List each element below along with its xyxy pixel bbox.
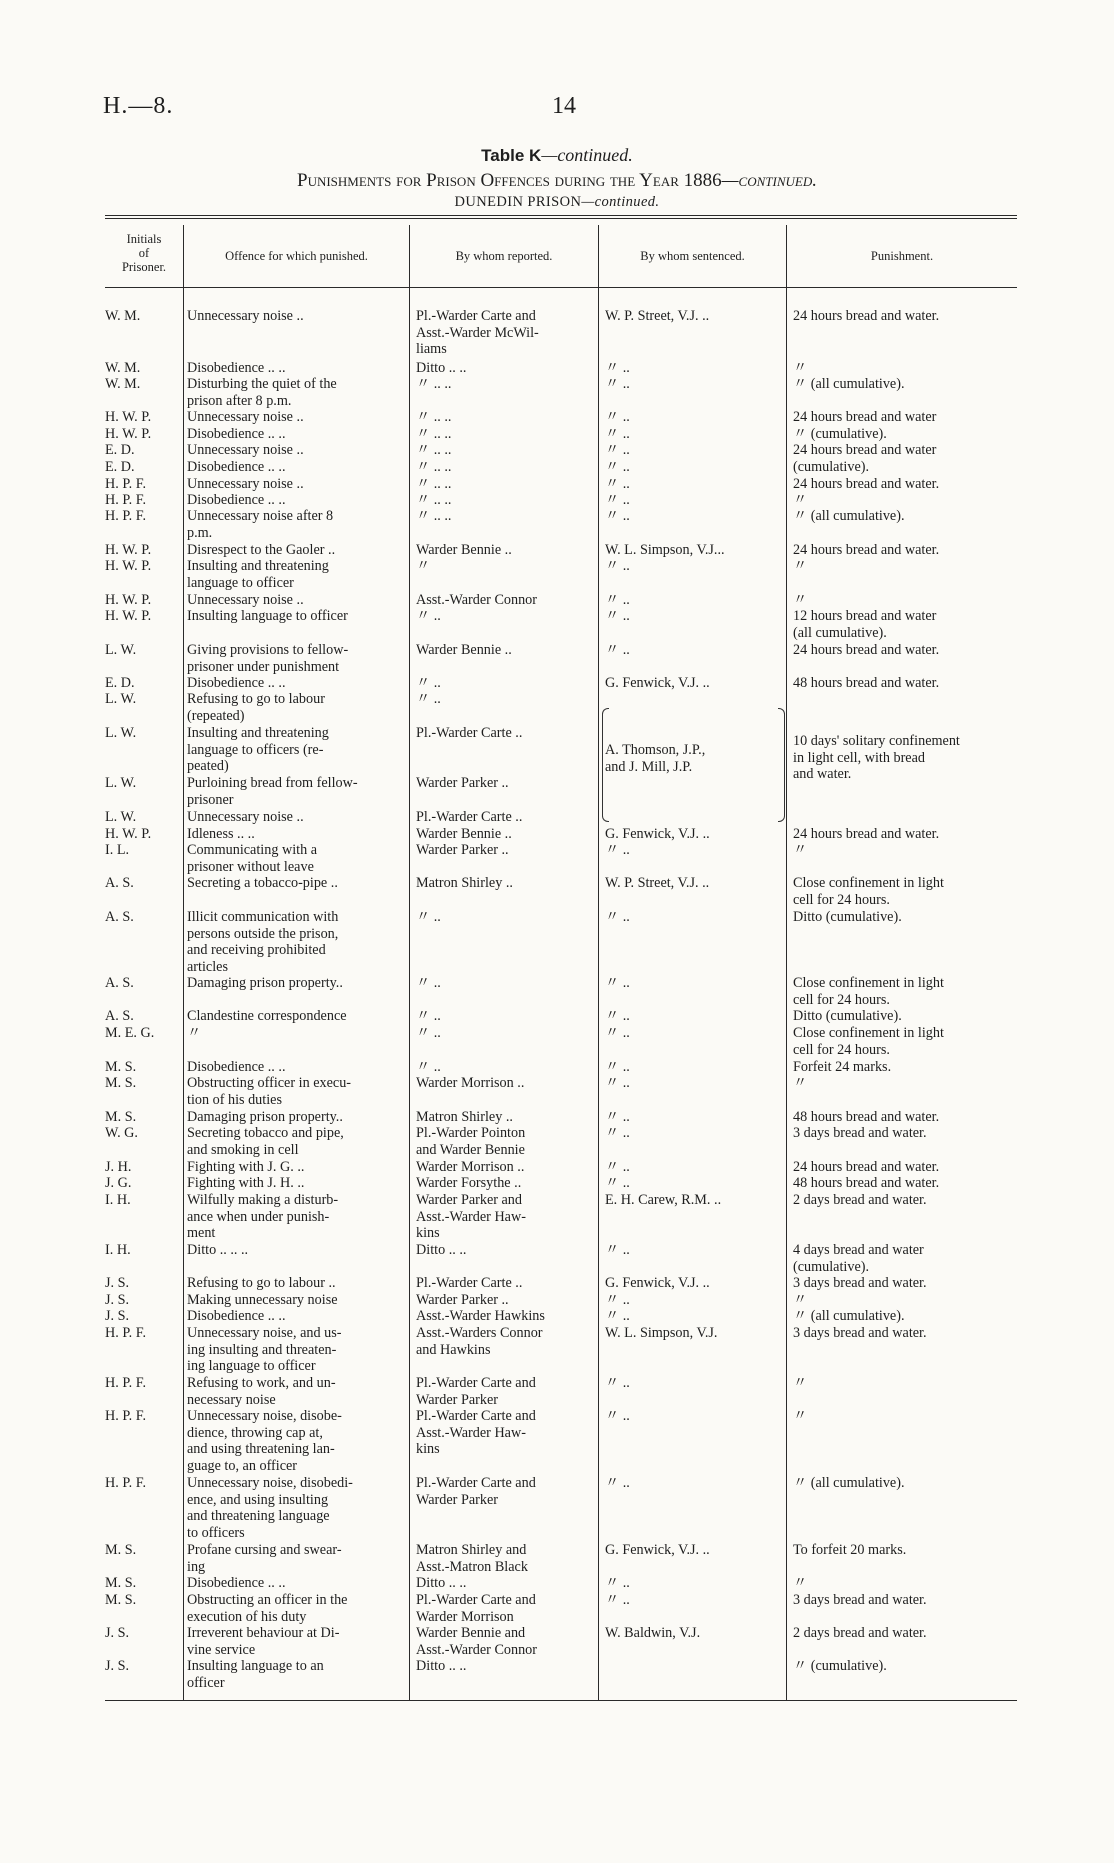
reported-by-cell: Pl.-Warder Carte and Warder Parker: [416, 1375, 536, 1408]
column-header-sentenced: By whom sentenced.: [640, 249, 745, 263]
sentenced-by-cell: 〃 ..: [605, 1175, 630, 1191]
sentenced-by-cell: 〃 ..: [605, 476, 630, 492]
prisoner-initials: H. W. P.: [105, 409, 152, 425]
offence-cell: Profane cursing and swear- ing: [187, 1542, 342, 1575]
offence-cell: Fighting with J. G. ..: [187, 1159, 305, 1175]
sentenced-by-cell: 〃 ..: [605, 592, 630, 608]
reported-by-cell: 〃 .. ..: [416, 508, 452, 524]
reported-by-cell: Pl.-Warder Carte and Warder Parker: [416, 1475, 536, 1508]
punishment-cell: 〃: [793, 1408, 808, 1424]
offence-cell: Purloining bread from fellow- prisoner: [187, 775, 358, 808]
prisoner-initials: W. G.: [105, 1125, 138, 1141]
reported-by-cell: Warder Bennie and Asst.-Warder Connor: [416, 1625, 538, 1658]
reported-by-cell: Matron Shirley and Asst.-Matron Black: [416, 1542, 528, 1575]
prisoner-initials: H. W. P.: [105, 592, 152, 608]
punishment-cell: 〃 (cumulative).: [793, 1658, 887, 1674]
offence-cell: Obstructing officer in execu- tion of his duties: [187, 1075, 352, 1108]
reported-by-cell: 〃 ..: [416, 691, 441, 707]
punishment-cell: 24 hours bread and water.: [793, 476, 940, 492]
offence-cell: Unnecessary noise, disobedi- ence, and using insulting and threatening language to officers: [187, 1475, 353, 1541]
reported-by-cell: Asst.-Warders Connor and Hawkins: [416, 1325, 543, 1358]
offence-cell: Unnecessary noise, disobe- dience, throwing cap at, and using threatening lan- guage to, an officer: [187, 1408, 342, 1474]
prisoner-initials: L. W.: [105, 809, 137, 825]
sentenced-by-cell: G. Fenwick, V.J. ..: [605, 675, 710, 691]
punishment-cell: 〃 (cumulative).: [793, 426, 887, 442]
sentenced-by-cell: G. Fenwick, V.J. ..: [605, 826, 710, 842]
offence-cell: Clandestine correspondence: [187, 1008, 347, 1024]
prisoner-initials: I. H.: [105, 1192, 131, 1208]
table-subtitle: Punishments for Prison Offences during the Year 1886—continued.: [297, 170, 817, 191]
reported-by-cell: 〃 ..: [416, 1008, 441, 1024]
prisoner-initials: H. P. F.: [105, 1375, 147, 1391]
offence-cell: Disobedience .. ..: [187, 1059, 286, 1075]
sentenced-by-cell: 〃 ..: [605, 508, 630, 524]
punishment-cell: 24 hours bread and water: [793, 409, 937, 425]
sentenced-by-cell: 〃 ..: [605, 642, 630, 658]
prisoner-initials: W. M.: [105, 376, 141, 392]
sentenced-by-cell: W. L. Simpson, V.J...: [605, 542, 725, 558]
sentenced-by-cell: 〃 ..: [605, 975, 630, 991]
sentenced-by-cell: 〃 ..: [605, 442, 630, 458]
prisoner-initials: E. D.: [105, 459, 135, 475]
sentenced-by-cell: 〃 ..: [605, 1008, 630, 1024]
column-header-offence: Offence for which punished.: [225, 249, 368, 263]
column-divider: [183, 225, 184, 1700]
sentenced-by-cell: 〃 ..: [605, 492, 630, 508]
sentenced-by-cell: 〃 ..: [605, 1159, 630, 1175]
prisoner-initials: W. M.: [105, 360, 141, 376]
column-header-reported: By whom reported.: [455, 249, 553, 263]
prisoner-initials: H. P. F.: [105, 1408, 147, 1424]
reported-by-cell: Warder Bennie ..: [416, 642, 512, 658]
reported-by-cell: Warder Morrison ..: [416, 1075, 525, 1091]
offence-cell: Making unnecessary noise: [187, 1292, 338, 1308]
top-rule: [105, 215, 1017, 216]
prisoner-initials: J. G.: [105, 1175, 132, 1191]
reported-by-cell: Asst.-Warder Hawkins: [416, 1308, 545, 1324]
column-header-punishment: Punishment.: [870, 249, 934, 263]
reported-by-cell: 〃: [416, 558, 431, 574]
offence-cell: 〃: [187, 1025, 202, 1041]
prisoner-initials: H. W. P.: [105, 608, 152, 624]
reported-by-cell: 〃 .. ..: [416, 426, 452, 442]
reported-by-cell: Warder Bennie ..: [416, 826, 512, 842]
bottom-rule: [105, 1700, 1017, 1701]
prisoner-initials: M. E. G.: [105, 1025, 155, 1041]
offence-cell: Disobedience .. ..: [187, 1575, 286, 1591]
sentenced-by-cell: 〃 ..: [605, 409, 630, 425]
reported-by-cell: Pl.-Warder Carte ..: [416, 809, 523, 825]
prisoner-initials: H. P. F.: [105, 1475, 147, 1491]
prisoner-initials: M. S.: [105, 1075, 137, 1091]
offence-cell: Disturbing the quiet of the prison after 8 p.m.: [187, 376, 337, 409]
punishment-cell: 〃: [793, 558, 808, 574]
column-header-initials: Initials of Prisoner.: [121, 232, 167, 274]
sentenced-by-cell: 〃 ..: [605, 608, 630, 624]
punishment-cell: 48 hours bread and water.: [793, 1109, 940, 1125]
sentenced-by-cell: 〃 ..: [605, 1575, 630, 1591]
prisoner-initials: W. M.: [105, 308, 141, 324]
punishment-cell: 24 hours bread and water.: [793, 826, 940, 842]
sentenced-by-cell: 〃 ..: [605, 558, 630, 574]
punishment-cell: 〃 (all cumulative).: [793, 1475, 905, 1491]
offence-cell: Refusing to work, and un- necessary noise: [187, 1375, 336, 1408]
offence-cell: Disobedience .. ..: [187, 492, 286, 508]
prisoner-initials: A. S.: [105, 909, 134, 925]
offence-cell: Unnecessary noise ..: [187, 442, 304, 458]
reported-by-cell: Pl.-Warder Carte and Asst.-Warder McWil- liams: [416, 308, 539, 357]
reported-by-cell: 〃 .. ..: [416, 492, 452, 508]
sentenced-by-cell: 〃 ..: [605, 360, 630, 376]
reported-by-cell: Ditto .. ..: [416, 1575, 467, 1591]
reported-by-cell: 〃 .. ..: [416, 409, 452, 425]
reported-by-cell: Warder Parker ..: [416, 842, 509, 858]
sentenced-by-cell: 〃 ..: [605, 1592, 630, 1608]
sentenced-by-cell: G. Fenwick, V.J. ..: [605, 1542, 710, 1558]
sentenced-by-cell: 〃 ..: [605, 1059, 630, 1075]
reported-by-cell: Ditto .. ..: [416, 1658, 467, 1674]
offence-cell: Disrespect to the Gaoler ..: [187, 542, 336, 558]
reported-by-cell: 〃 ..: [416, 1059, 441, 1075]
prisoner-initials: H. P. F.: [105, 1325, 147, 1341]
reported-by-cell: Warder Parker ..: [416, 1292, 509, 1308]
prisoner-initials: L. W.: [105, 775, 137, 791]
punishment-cell: 10 days' solitary confinement in light cell, with bread and water.: [793, 733, 960, 782]
offence-cell: Unnecessary noise after 8 p.m.: [187, 508, 334, 541]
offence-cell: Obstructing an officer in the execution of his duty: [187, 1592, 348, 1625]
punishment-cell: 12 hours bread and water (all cumulative).: [793, 608, 937, 641]
offence-cell: Insulting and threatening language to officers (re- peated): [187, 725, 329, 774]
offence-cell: Disobedience .. ..: [187, 360, 286, 376]
prisoner-initials: A. S.: [105, 875, 134, 891]
prisoner-initials: E. D.: [105, 442, 135, 458]
punishment-cell: 〃 (all cumulative).: [793, 376, 905, 392]
reported-by-cell: 〃 ..: [416, 1025, 441, 1041]
prisoner-initials: J. S.: [105, 1292, 130, 1308]
prisoner-initials: L. W.: [105, 642, 137, 658]
reported-by-cell: Ditto .. ..: [416, 1242, 467, 1258]
column-divider: [598, 225, 599, 1700]
reported-by-cell: Pl.-Warder Carte and Asst.-Warder Haw- kins: [416, 1408, 536, 1457]
table-title: Table K—continued.: [481, 145, 633, 165]
punishment-cell: Close confinement in light cell for 24 hours.: [793, 875, 944, 908]
offence-cell: Secreting tobacco and pipe, and smoking in cell: [187, 1125, 344, 1158]
punishment-cell: 〃: [793, 360, 808, 376]
prisoner-initials: H. P. F.: [105, 492, 147, 508]
sentenced-by-cell: E. H. Carew, R.M. ..: [605, 1192, 722, 1208]
prisoner-initials: M. S.: [105, 1109, 137, 1125]
prisoner-initials: M. S.: [105, 1592, 137, 1608]
offence-cell: Wilfully making a disturb- ance when under punish- ment: [187, 1192, 339, 1241]
offence-cell: Disobedience .. ..: [187, 459, 286, 475]
prisoner-initials: J. H.: [105, 1159, 132, 1175]
column-divider: [409, 225, 410, 1700]
punishment-cell: 〃 (all cumulative).: [793, 1308, 905, 1324]
prisoner-initials: H. P. F.: [105, 476, 147, 492]
offence-cell: Unnecessary noise ..: [187, 809, 304, 825]
reported-by-cell: Warder Parker ..: [416, 775, 509, 791]
prisoner-initials: J. S.: [105, 1275, 130, 1291]
offence-cell: Insulting and threatening language to officer: [187, 558, 329, 591]
offence-cell: Giving provisions to fellow- prisoner under punishment: [187, 642, 349, 675]
sentenced-by-cell: G. Fenwick, V.J. ..: [605, 1275, 710, 1291]
offence-cell: Disobedience .. ..: [187, 426, 286, 442]
punishment-cell: 〃: [793, 1075, 808, 1091]
reported-by-cell: 〃 .. ..: [416, 476, 452, 492]
punishment-cell: 24 hours bread and water: [793, 442, 937, 458]
offence-cell: Irreverent behaviour at Di- vine service: [187, 1625, 340, 1658]
prisoner-initials: L. W.: [105, 691, 137, 707]
prisoner-initials: I. L.: [105, 842, 130, 858]
reported-by-cell: Warder Bennie ..: [416, 542, 512, 558]
prisoner-initials: H. W. P.: [105, 558, 152, 574]
punishment-cell: 〃 (all cumulative).: [793, 508, 905, 524]
offence-cell: Fighting with J. H. ..: [187, 1175, 305, 1191]
punishment-cell: 4 days bread and water (cumulative).: [793, 1242, 924, 1275]
offence-cell: Insulting language to an officer: [187, 1658, 324, 1691]
offence-cell: Unnecessary noise ..: [187, 476, 304, 492]
offence-cell: Communicating with a prisoner without leave: [187, 842, 318, 875]
reported-by-cell: Ditto .. ..: [416, 360, 467, 376]
offence-cell: Idleness .. ..: [187, 826, 255, 842]
prisoner-initials: M. S.: [105, 1059, 137, 1075]
reported-by-cell: Pl.-Warder Pointon and Warder Bennie: [416, 1125, 526, 1158]
punishment-cell: 〃: [793, 1292, 808, 1308]
sentenced-by-cell: A. Thomson, J.P., and J. Mill, J.P.: [605, 742, 706, 775]
offence-cell: Unnecessary noise, and us- ing insulting and threaten- ing language to officer: [187, 1325, 342, 1374]
offence-cell: Ditto .. .. ..: [187, 1242, 249, 1258]
prisoner-initials: A. S.: [105, 1008, 134, 1024]
punishment-cell: 48 hours bread and water.: [793, 675, 940, 691]
punishment-cell: 24 hours bread and water.: [793, 542, 940, 558]
prisoner-initials: J. S.: [105, 1658, 130, 1674]
offence-cell: Disobedience .. ..: [187, 675, 286, 691]
punishment-cell: 〃: [793, 492, 808, 508]
sentenced-by-cell: 〃 ..: [605, 1475, 630, 1491]
punishment-cell: 24 hours bread and water.: [793, 642, 940, 658]
punishment-cell: 24 hours bread and water.: [793, 1159, 940, 1175]
punishment-cell: To forfeit 20 marks.: [793, 1542, 907, 1558]
offence-cell: Unnecessary noise ..: [187, 308, 304, 324]
sentenced-by-cell: 〃 ..: [605, 1242, 630, 1258]
reported-by-cell: 〃 .. ..: [416, 459, 452, 475]
punishment-cell: 3 days bread and water.: [793, 1275, 927, 1291]
prisoner-initials: L. W.: [105, 725, 137, 741]
sentenced-by-cell: 〃 ..: [605, 1109, 630, 1125]
sentenced-by-cell: 〃 ..: [605, 459, 630, 475]
prisoner-initials: I. H.: [105, 1242, 131, 1258]
sentenced-by-cell: W. P. Street, V.J. ..: [605, 308, 710, 324]
sentenced-by-cell: 〃 ..: [605, 1075, 630, 1091]
page-number: 14: [552, 93, 576, 119]
reported-by-cell: Warder Morrison ..: [416, 1159, 525, 1175]
punishment-cell: (cumulative).: [793, 459, 870, 475]
sentenced-by-cell: 〃 ..: [605, 1292, 630, 1308]
reported-by-cell: 〃 ..: [416, 608, 441, 624]
punishment-cell: 3 days bread and water.: [793, 1592, 927, 1608]
prisoner-initials: H. P. F.: [105, 508, 147, 524]
punishment-cell: 〃: [793, 1375, 808, 1391]
punishment-cell: Ditto (cumulative).: [793, 1008, 902, 1024]
offence-cell: Unnecessary noise ..: [187, 592, 304, 608]
sentenced-by-cell: 〃 ..: [605, 1025, 630, 1041]
sentenced-by-cell: 〃 ..: [605, 842, 630, 858]
reported-by-cell: 〃 .. ..: [416, 376, 452, 392]
reported-by-cell: Warder Forsythe ..: [416, 1175, 522, 1191]
prisoner-initials: M. S.: [105, 1542, 137, 1558]
reported-by-cell: 〃 ..: [416, 975, 441, 991]
punishment-cell: 3 days bread and water.: [793, 1325, 927, 1341]
punishment-cell: 2 days bread and water.: [793, 1625, 927, 1641]
sentenced-by-cell: 〃 ..: [605, 1375, 630, 1391]
header-rule: [105, 287, 1017, 288]
punishment-cell: 〃: [793, 1575, 808, 1591]
prisoner-initials: M. S.: [105, 1575, 137, 1591]
punishment-cell: Ditto (cumulative).: [793, 909, 902, 925]
punishment-cell: Close confinement in light cell for 24 hours.: [793, 1025, 944, 1058]
sentenced-by-cell: 〃 ..: [605, 909, 630, 925]
prisoner-initials: H. W. P.: [105, 542, 152, 558]
punishment-cell: 24 hours bread and water.: [793, 308, 940, 324]
punishment-cell: 3 days bread and water.: [793, 1125, 927, 1141]
reported-by-cell: Matron Shirley ..: [416, 1109, 513, 1125]
reported-by-cell: Matron Shirley ..: [416, 875, 513, 891]
offence-cell: Disobedience .. ..: [187, 1308, 286, 1324]
sentenced-by-cell: 〃 ..: [605, 426, 630, 442]
prison-name: DUNEDIN PRISON—continued.: [454, 194, 660, 210]
offence-cell: Insulting language to officer: [187, 608, 348, 624]
offence-cell: Refusing to go to labour ..: [187, 1275, 336, 1291]
column-divider: [786, 225, 787, 1700]
punishment-cell: 48 hours bread and water.: [793, 1175, 940, 1191]
reported-by-cell: Pl.-Warder Carte ..: [416, 1275, 523, 1291]
punishment-cell: 2 days bread and water.: [793, 1192, 927, 1208]
reported-by-cell: Pl.-Warder Carte ..: [416, 725, 523, 741]
sentenced-by-cell: 〃 ..: [605, 376, 630, 392]
offence-cell: Secreting a tobacco-pipe ..: [187, 875, 338, 891]
offence-cell: Refusing to go to labour (repeated): [187, 691, 325, 724]
reported-by-cell: Asst.-Warder Connor: [416, 592, 538, 608]
punishment-cell: Close confinement in light cell for 24 hours.: [793, 975, 944, 1008]
punishment-cell: Forfeit 24 marks.: [793, 1059, 892, 1075]
sentenced-by-cell: W. L. Simpson, V.J.: [605, 1325, 718, 1341]
reported-by-cell: Pl.-Warder Carte and Warder Morrison: [416, 1592, 536, 1625]
offence-cell: Unnecessary noise ..: [187, 409, 304, 425]
page-reference: H.—8.: [103, 93, 174, 119]
top-rule-inner: [105, 218, 1017, 219]
offence-cell: Damaging prison property..: [187, 975, 343, 991]
reported-by-cell: 〃 .. ..: [416, 442, 452, 458]
prisoner-initials: H. W. P.: [105, 826, 152, 842]
prisoner-initials: J. S.: [105, 1625, 130, 1641]
reported-by-cell: Warder Parker and Asst.-Warder Haw- kins: [416, 1192, 526, 1241]
sentenced-by-cell: 〃 ..: [605, 1408, 630, 1424]
prisoner-initials: J. S.: [105, 1308, 130, 1324]
offence-cell: Illicit communication with persons outside the prison, and receiving prohibited articles: [187, 909, 339, 975]
prisoner-initials: H. W. P.: [105, 426, 152, 442]
sentenced-by-cell: W. P. Street, V.J. ..: [605, 875, 710, 891]
sentenced-by-cell: 〃 ..: [605, 1308, 630, 1324]
punishment-cell: 〃: [793, 842, 808, 858]
prisoner-initials: A. S.: [105, 975, 134, 991]
sentenced-by-cell: 〃 ..: [605, 1125, 630, 1141]
punishment-cell: 〃: [793, 592, 808, 608]
sentenced-by-cell: W. Baldwin, V.J.: [605, 1625, 701, 1641]
reported-by-cell: 〃 ..: [416, 675, 441, 691]
prisoner-initials: E. D.: [105, 675, 135, 691]
reported-by-cell: 〃 ..: [416, 909, 441, 925]
offence-cell: Damaging prison property..: [187, 1109, 343, 1125]
